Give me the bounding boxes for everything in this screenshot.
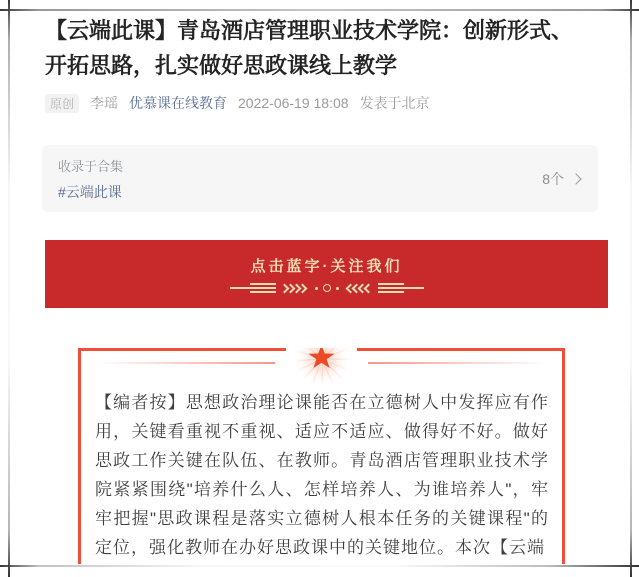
publish-location: 发表于北京: [359, 95, 430, 111]
editor-note-box: [78, 348, 565, 564]
frame-left-line: [8, 0, 10, 577]
collection-card[interactable]: [42, 145, 598, 212]
author-name[interactable]: 李瑶: [90, 95, 119, 111]
collection-label: 收录于合集: [58, 158, 124, 174]
original-badge: 原创: [45, 94, 79, 113]
byline: [45, 93, 430, 113]
wheat-divider-icon: [230, 283, 424, 293]
chevron-right-icon: [570, 173, 581, 184]
frame-top-line: [0, 9, 639, 11]
collection-count-group[interactable]: [542, 169, 582, 189]
divider-center-dots: [315, 284, 339, 292]
account-link[interactable]: 优慕课在线教育: [129, 95, 228, 111]
divider-lines-right: [378, 283, 424, 293]
publish-datetime: 2022-06-19 18:08: [238, 95, 349, 111]
divider-lines-left: [230, 283, 276, 293]
editor-note-text: 【编者按】思想政治理论课能否在立德树人中发挥应有作用，关键看重视不重视、适应不适应、做得好不好。做好思政工作关键在队伍、在教师。青岛酒店管理职业技术学院紧紧围绕"培养什么人、怎样培养人、为谁培养人"，牢牢把握"思政课程是落实立德树人根本任务的关键课程"的定位，强化教师在办好思政课中的关键地位。本次【云端: [95, 393, 549, 557]
collection-tag-link[interactable]: #云端此课: [58, 183, 122, 200]
banner-text: 点击蓝字·关注我们: [250, 258, 403, 276]
collection-info: [58, 156, 123, 202]
frame-right-line: [630, 0, 632, 577]
chevrons-right-icon: [282, 285, 306, 292]
chevrons-left-icon: [348, 285, 372, 292]
frame-bottom-line: [0, 565, 639, 567]
follow-banner[interactable]: [45, 240, 608, 308]
article-title: 【云端此课】青岛酒店管理职业技术学院：创新形式、开拓思路，扎实做好思政课线上教学: [45, 18, 574, 78]
collection-count: 8个: [542, 170, 564, 187]
